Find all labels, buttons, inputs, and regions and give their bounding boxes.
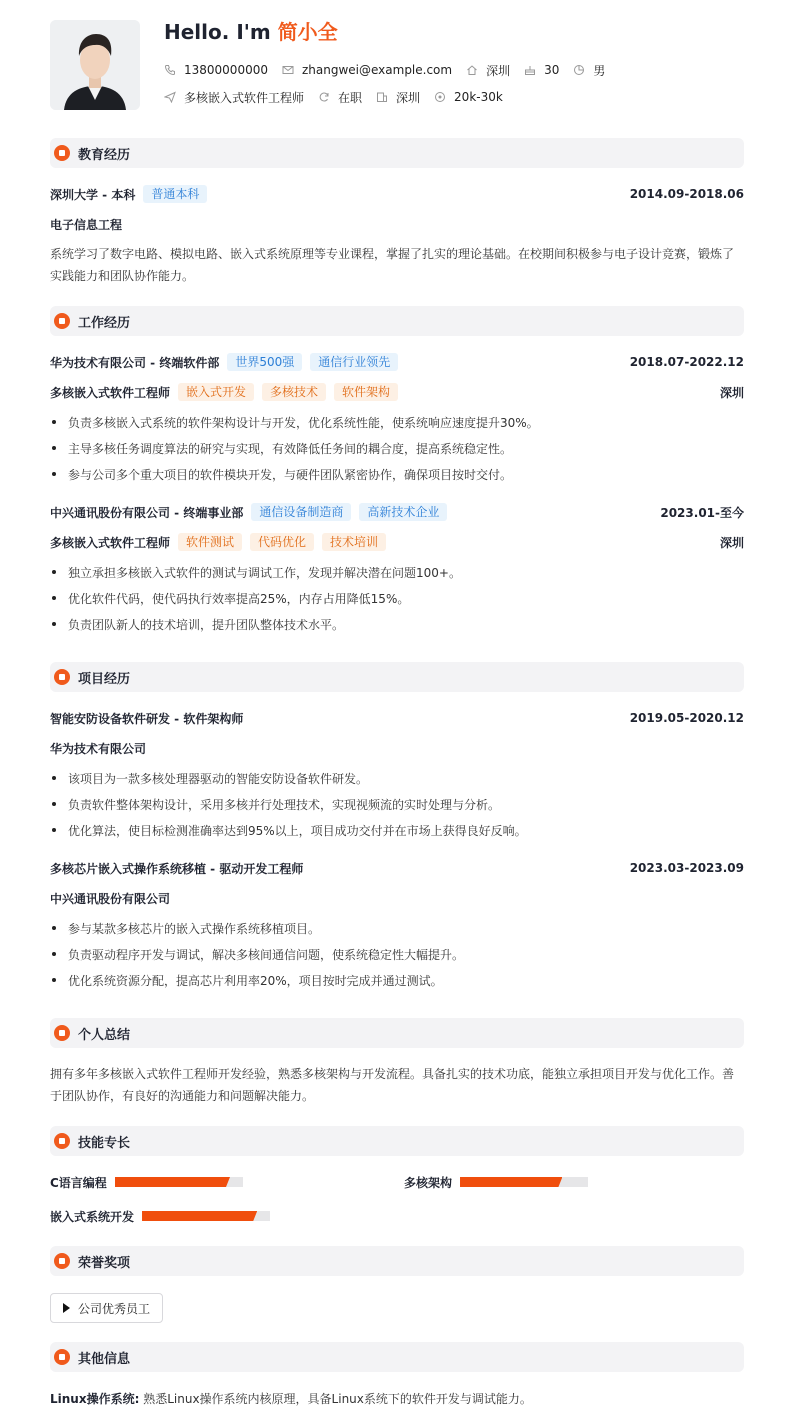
work-role-row bbox=[50, 533, 744, 551]
graduation-cap-icon bbox=[54, 145, 70, 161]
work-company-row bbox=[50, 503, 744, 521]
gender-item bbox=[573, 62, 605, 79]
list-item: 独立承担多核嵌入式软件的测试与调试工作，发现并解决潜在问题100+。 bbox=[50, 563, 744, 581]
skill-level-bar bbox=[460, 1177, 588, 1187]
company-tag: 世界500强 bbox=[227, 353, 302, 371]
company-tag: 高新技术企业 bbox=[359, 503, 447, 521]
section-title: 项目经历 bbox=[78, 671, 131, 687]
project-title-row bbox=[50, 709, 744, 727]
education-major-row bbox=[50, 215, 744, 233]
skill-name: C语言编程 bbox=[50, 1175, 107, 1190]
skill-level-fill bbox=[460, 1177, 562, 1187]
section-header-skills bbox=[50, 1126, 744, 1156]
list-item: 负责团队新人的技术培训，提升团队整体技术水平。 bbox=[50, 615, 744, 633]
list-item: 优化系统资源分配，提高芯片利用率20%，项目按时完成并通过测试。 bbox=[50, 971, 744, 989]
list-item: 主导多核任务调度算法的研究与实现，有效降低任务间的耦合度，提高系统稳定性。 bbox=[50, 439, 744, 457]
work-role-row bbox=[50, 383, 744, 401]
work-company-row bbox=[50, 353, 744, 371]
skill-item bbox=[50, 1207, 270, 1225]
honor-item bbox=[50, 1293, 163, 1323]
company-tag: 通信设备制造商 bbox=[251, 503, 351, 521]
greeting-prefix: Hello. I'm bbox=[164, 20, 271, 44]
cake-icon bbox=[524, 64, 536, 76]
section-header-education bbox=[50, 138, 744, 168]
education-period: 2014.09-2018.06 bbox=[629, 187, 744, 201]
work-period: 2023.01-至今 bbox=[660, 505, 744, 520]
skill-level-bar bbox=[142, 1211, 270, 1221]
project-title-row bbox=[50, 859, 744, 877]
role-tag: 软件架构 bbox=[334, 383, 398, 401]
skill-item bbox=[404, 1173, 588, 1191]
status-item bbox=[318, 89, 362, 106]
role-tag: 代码优化 bbox=[250, 533, 314, 551]
education-description: 系统学习了数字电路、模拟电路、嵌入式系统原理等专业课程，掌握了扎实的理论基础。在校期间积极参与电子设计竞赛，锻炼了实践能力和团队协作能力。 bbox=[50, 247, 735, 283]
skill-name: 多核架构 bbox=[404, 1175, 453, 1190]
section-title: 教育经历 bbox=[78, 147, 131, 163]
skill-level-fill bbox=[115, 1177, 230, 1187]
honor-label: 公司优秀员工 bbox=[78, 1301, 151, 1316]
school-name: 深圳大学 - 本科 bbox=[50, 187, 136, 202]
other-info-value: 熟悉Linux操作系统内核原理，具备Linux系统下的软件开发与调试能力。 bbox=[143, 1392, 532, 1406]
role-tag: 软件测试 bbox=[178, 533, 242, 551]
work-city: 深圳 bbox=[719, 385, 744, 400]
age-item bbox=[524, 63, 559, 77]
list-item: 负责多核嵌入式系统的软件架构设计与开发，优化系统性能，使系统响应速度提升30%。 bbox=[50, 413, 744, 431]
age-value: 30 bbox=[544, 63, 560, 77]
company-name: 华为技术有限公司 - 终端软件部 bbox=[50, 355, 220, 370]
section-header-other bbox=[50, 1342, 744, 1372]
candidate-name: 简小全 bbox=[277, 20, 338, 44]
company-tag: 通信行业领先 bbox=[310, 353, 398, 371]
status-value: 在职 bbox=[338, 90, 363, 105]
project-company: 华为技术有限公司 bbox=[50, 741, 147, 756]
project-title: 多核芯片嵌入式操作系统移植 - 驱动开发工程师 bbox=[50, 861, 304, 876]
project-company-row bbox=[50, 889, 744, 907]
job-info-row bbox=[164, 89, 517, 105]
project-company: 中兴通讯股份有限公司 bbox=[50, 891, 171, 906]
project-title: 智能安防设备软件研发 - 软件架构师 bbox=[50, 711, 244, 726]
mail-icon bbox=[282, 64, 294, 76]
bar-chart-icon bbox=[54, 1133, 70, 1149]
work-period: 2018.07-2022.12 bbox=[629, 355, 744, 369]
salary-value: 20k-30k bbox=[454, 90, 503, 104]
award-icon bbox=[54, 1253, 70, 1269]
work-city: 深圳 bbox=[719, 535, 744, 550]
list-item: 参与某款多核芯片的嵌入式操作系统移植项目。 bbox=[50, 919, 744, 937]
list-item: 优化软件代码，使代码执行效率提高25%，内存占用降低15%。 bbox=[50, 589, 744, 607]
major-name: 电子信息工程 bbox=[50, 217, 123, 232]
role-tag: 多核技术 bbox=[262, 383, 326, 401]
company-name: 中兴通讯股份有限公司 - 终端事业部 bbox=[50, 505, 244, 520]
salary-item bbox=[434, 90, 503, 104]
project-company-row bbox=[50, 739, 744, 757]
gender-icon bbox=[573, 64, 585, 76]
other-info-item bbox=[50, 1390, 532, 1407]
greeting-title bbox=[164, 20, 338, 44]
skill-level-bar bbox=[115, 1177, 243, 1187]
education-school-row bbox=[50, 185, 744, 203]
email-value: zhangwei@example.com bbox=[301, 63, 453, 77]
skill-item bbox=[50, 1173, 243, 1191]
project-period: 2019.05-2020.12 bbox=[629, 711, 744, 725]
phone-icon bbox=[164, 64, 176, 76]
section-header-projects bbox=[50, 662, 744, 692]
section-header-summary bbox=[50, 1018, 744, 1048]
role-tag: 技术培训 bbox=[322, 533, 386, 551]
project-period: 2023.03-2023.09 bbox=[629, 861, 744, 875]
section-header-work bbox=[50, 306, 744, 336]
list-item: 优化算法，使目标检测准确率达到95%以上，项目成功交付并在市场上获得良好反响。 bbox=[50, 821, 744, 839]
section-title: 个人总结 bbox=[78, 1027, 131, 1043]
user-icon bbox=[54, 1025, 70, 1041]
list-item: 该项目为一款多核处理器驱动的智能安防设备软件研发。 bbox=[50, 769, 744, 787]
grid-icon bbox=[54, 669, 70, 685]
refresh-icon bbox=[318, 91, 330, 103]
section-title: 工作经历 bbox=[78, 315, 131, 331]
location-item bbox=[466, 62, 510, 79]
list-item: 负责软件整体架构设计，采用多核并行处理技术，实现视频流的实时处理与分析。 bbox=[50, 795, 744, 813]
email-item bbox=[282, 63, 452, 77]
target-city-item bbox=[376, 89, 420, 106]
play-icon bbox=[63, 1303, 70, 1313]
briefcase-icon bbox=[54, 313, 70, 329]
role-name: 多核嵌入式软件工程师 bbox=[50, 385, 171, 400]
contact-info-row bbox=[164, 62, 619, 78]
section-title: 荣誉奖项 bbox=[78, 1255, 131, 1271]
building-icon bbox=[376, 91, 388, 103]
send-icon bbox=[164, 91, 176, 103]
target-job-value: 多核嵌入式软件工程师 bbox=[184, 90, 305, 105]
section-title: 技能专长 bbox=[78, 1135, 131, 1151]
skill-level-fill bbox=[142, 1211, 257, 1221]
phone-value: 13800000000 bbox=[184, 63, 268, 77]
role-name: 多核嵌入式软件工程师 bbox=[50, 535, 171, 550]
list-item: 参与公司多个重大项目的软件模块开发，与硬件团队紧密协作，确保项目按时交付。 bbox=[50, 465, 744, 483]
phone-item bbox=[164, 63, 268, 77]
section-title: 其他信息 bbox=[78, 1351, 131, 1367]
section-header-honors bbox=[50, 1246, 744, 1276]
other-info-key: Linux操作系统: bbox=[50, 1392, 140, 1406]
skill-name: 嵌入式系统开发 bbox=[50, 1209, 135, 1224]
target-job-item bbox=[164, 89, 304, 106]
target-city-value: 深圳 bbox=[396, 90, 421, 105]
location-value: 深圳 bbox=[486, 63, 511, 78]
role-tag: 嵌入式开发 bbox=[178, 383, 254, 401]
award-icon bbox=[54, 1349, 70, 1365]
school-tag: 普通本科 bbox=[143, 185, 207, 203]
avatar-photo bbox=[50, 20, 140, 110]
coin-icon bbox=[434, 91, 446, 103]
home-icon bbox=[466, 64, 478, 76]
gender-value: 男 bbox=[593, 63, 606, 78]
list-item: 负责驱动程序开发与调试，解决多核间通信问题，使系统稳定性大幅提升。 bbox=[50, 945, 744, 963]
summary-text: 拥有多年多核嵌入式软件工程师开发经验，熟悉多核架构与开发流程。具备扎实的技术功底，能独立承担项目开发与优化工作。善于团队协作，有良好的沟通能力和问题解决能力。 bbox=[50, 1067, 735, 1103]
